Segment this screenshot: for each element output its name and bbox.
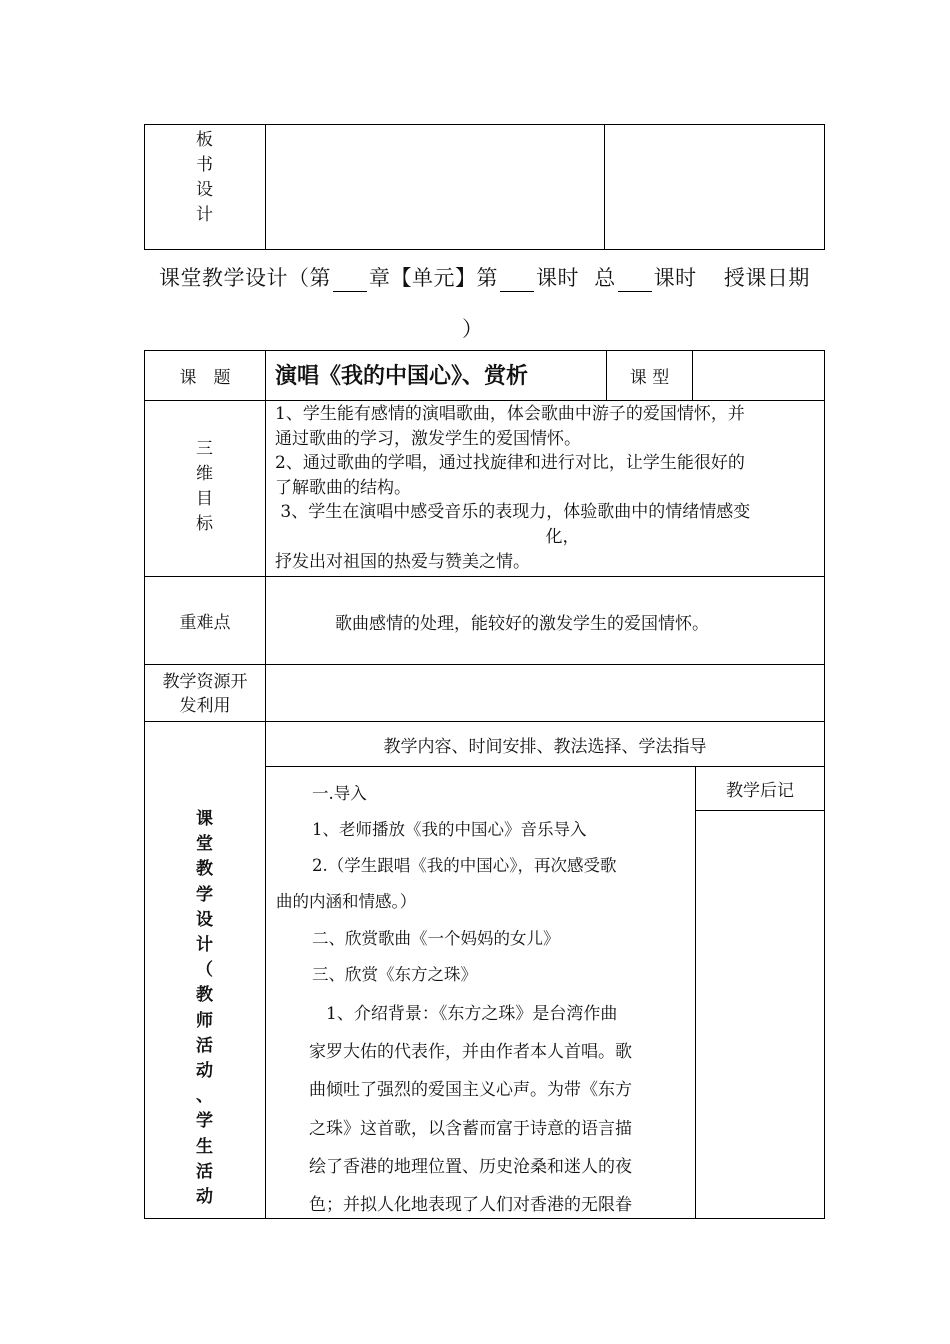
label-char: 课 xyxy=(196,809,213,829)
design-content xyxy=(266,767,694,1218)
step2-line-a: 2.（学生跟唱《我的中国心》，再次感受歌 xyxy=(312,856,617,875)
label-char: 教 xyxy=(196,985,213,1006)
objective-line: 了解歌曲的结构。 xyxy=(275,477,411,498)
label-char: 标 xyxy=(196,514,213,534)
background-line: 之珠》这首歌，以含蓄而富于诗意的语言描 xyxy=(309,1118,632,1139)
objective-line: 通过歌曲的学习，激发学生的爱国情怀。 xyxy=(275,428,581,449)
heading-part4: 总 xyxy=(594,266,616,290)
background-line: 1、介绍背景：《东方之珠》是台湾作曲 xyxy=(309,1004,618,1024)
label-char: 教 xyxy=(196,859,213,880)
lesson-blank xyxy=(500,269,534,292)
topic-label: 课 题 xyxy=(179,368,231,388)
postscript-label: 教学后记 xyxy=(726,781,794,801)
objective-line: 1、学生能有感情的演唱歌曲，体会歌曲中游子的爱国情怀，并 xyxy=(275,404,745,424)
label-char: 学 xyxy=(196,1111,213,1132)
objective-line: 抒发出对祖国的热爱与赞美之情。 xyxy=(275,551,530,572)
label-char: 生 xyxy=(196,1136,213,1157)
topic-value: 演唱《我的中国心》、赏析 xyxy=(275,364,529,389)
label-char: 活 xyxy=(196,1161,213,1182)
heading-part3: 课时 xyxy=(536,266,579,290)
label-char: （ xyxy=(196,960,213,981)
type-label: 课 型 xyxy=(629,368,670,388)
intro-line: 一.导入 xyxy=(312,784,367,803)
background-line: 曲倾吐了强烈的爱国主义心声。为带《东方 xyxy=(309,1080,632,1101)
label-char: 计 xyxy=(196,935,213,956)
section2-line: 二、欣赏歌曲《一个妈妈的女儿》 xyxy=(312,929,560,948)
label-char: 活 xyxy=(196,1035,213,1056)
postscript-cell xyxy=(696,811,824,1218)
key-points-label: 重难点 xyxy=(179,613,231,633)
resources-value xyxy=(266,665,824,721)
heading-close-paren: ） xyxy=(462,317,484,341)
heading-part1: 课堂教学设计（第 xyxy=(159,266,331,290)
type-value xyxy=(693,351,824,400)
heading-part6: 授课日期 xyxy=(723,266,810,290)
label-char: 设 xyxy=(196,909,213,930)
label-char: 堂 xyxy=(196,834,213,855)
resources-label xyxy=(145,670,265,718)
key-points-value: 歌曲感情的处理，能较好的激发学生的爱国情怀。 xyxy=(335,614,709,634)
label-char: 书 xyxy=(196,155,213,175)
design-header: 教学内容、时间安排、教法选择、学法指导 xyxy=(383,736,707,757)
label-char: 板 xyxy=(196,130,213,150)
label-char: 目 xyxy=(196,489,213,509)
resources-label-line2: 发利用 xyxy=(179,696,231,716)
label-char: 三 xyxy=(196,439,213,459)
page-heading xyxy=(159,262,839,292)
label-char: 计 xyxy=(196,205,213,225)
background-paragraph xyxy=(309,995,689,1218)
total-blank xyxy=(618,269,652,292)
board-design-cell-left xyxy=(266,125,604,249)
label-char: 、 xyxy=(196,1086,213,1107)
step2-line-b: 曲的内涵和情感。） xyxy=(276,892,417,911)
background-line: 家罗大佑的代表作，并由作者本人首唱。歌 xyxy=(309,1042,632,1063)
chapter-blank xyxy=(333,269,367,292)
heading-part5: 课时 xyxy=(653,266,697,290)
label-char: 动 xyxy=(196,1187,213,1208)
objective-line: 化， xyxy=(545,526,580,547)
step1-line: 1、老师播放《我的中国心》音乐导入 xyxy=(312,820,587,839)
label-char: 设 xyxy=(196,180,213,200)
label-char: 学 xyxy=(196,884,213,905)
board-design-cell-right xyxy=(605,125,824,249)
design-label xyxy=(144,807,265,1210)
objective-line: 3、学生在演唱中感受音乐的表现力，体验歌曲中的情绪情感变 xyxy=(275,502,751,523)
heading-part2: 章【单元】第 xyxy=(369,266,498,290)
section3-line: 三、欣赏《东方之珠》 xyxy=(312,965,477,984)
resources-label-line1: 教学资源开 xyxy=(162,672,248,692)
objectives-text xyxy=(275,402,820,574)
objective-line: 2、通过歌曲的学唱，通过找旋律和进行对比，让学生能很好的 xyxy=(275,453,745,474)
label-char: 动 xyxy=(196,1061,213,1082)
background-line: 色；并拟人化地表现了人们对香港的无限眷 xyxy=(309,1195,632,1216)
board-design-label xyxy=(144,128,265,228)
label-char: 师 xyxy=(196,1010,213,1031)
objectives-label xyxy=(144,437,265,537)
background-line: 绘了香港的地理位置、历史沧桑和迷人的夜 xyxy=(309,1156,632,1177)
label-char: 维 xyxy=(196,464,213,484)
